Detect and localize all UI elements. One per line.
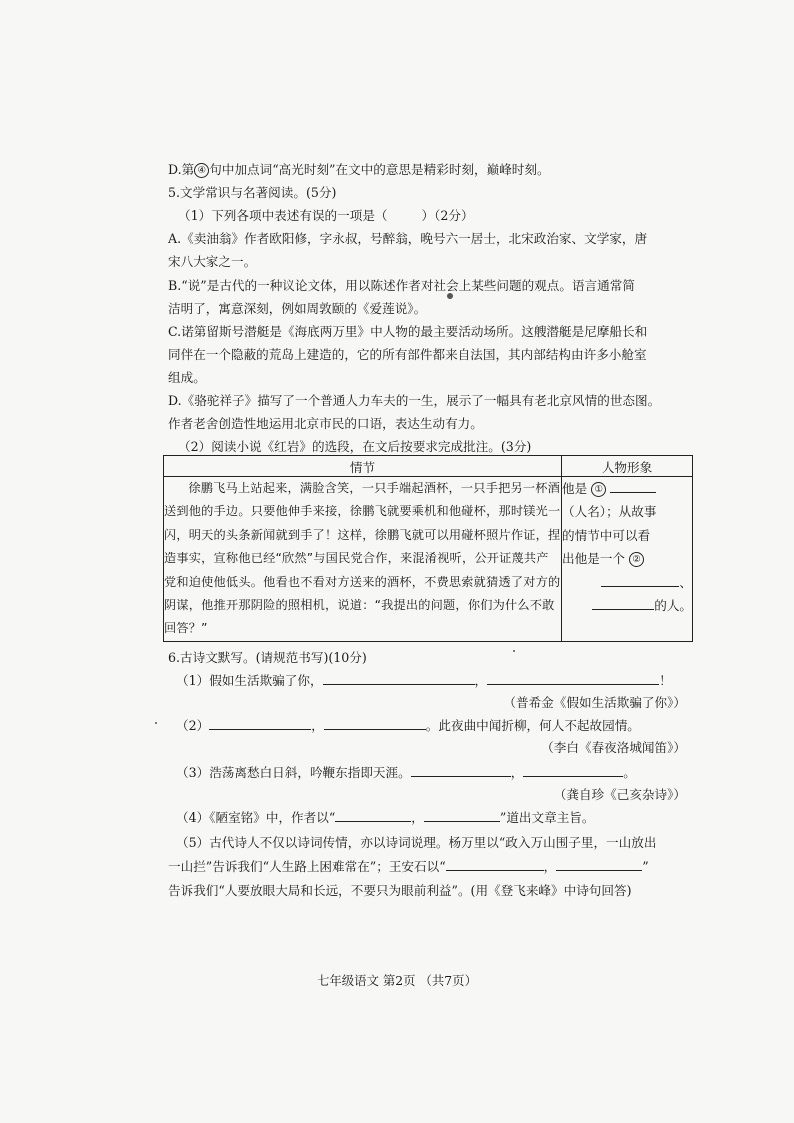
option-c-line2: 同伴在一个隐蔽的荒岛上建造的，它的所有部件都来自法国，其内部结构由许多小舱室 (168, 347, 647, 362)
header-plot: 情节 (164, 456, 562, 477)
text: D.第 (168, 162, 195, 177)
q6-3 (176, 764, 706, 781)
answer-blank[interactable] (323, 672, 475, 685)
option-b-line1: B.“说”是古代的一种议论文体，用以陈述作者对社会上某些问题的观点。语言通常简 (168, 278, 635, 293)
circled-number: ④ (194, 163, 209, 178)
q6-5-line3: 告诉我们“人要放眼大局和长远，不要只为眼前利益”。(用《登飞来峰》中诗句回答) (168, 883, 632, 898)
answer-blank-name[interactable] (610, 480, 656, 493)
text: 一山拦”告诉我们“人生路上困难常在”；王安石以“ (168, 859, 446, 874)
char-line-3: 的情节中可以看 (562, 527, 651, 543)
text: ， (311, 718, 324, 733)
answer-blank[interactable] (487, 672, 659, 685)
char-line-6 (562, 594, 692, 617)
answer-blank-trait1[interactable] (601, 574, 679, 587)
text: ， (474, 673, 488, 688)
speck (513, 650, 515, 652)
answer-blank[interactable] (424, 809, 500, 822)
circled-number: ② (629, 552, 644, 567)
speck (155, 722, 157, 724)
answer-blank[interactable] (523, 764, 623, 777)
text: ”道出文章主旨。 (499, 810, 595, 825)
q6-2 (176, 717, 706, 734)
q6-4 (176, 809, 706, 826)
ink-mark (447, 293, 453, 299)
page-footer: 七年级语文 第2页 （共7页） (317, 973, 477, 988)
q6-3-source: （龚自珍《己亥杂诗》） (553, 787, 686, 802)
answer-blank-trait2[interactable] (592, 597, 654, 610)
answer-blank[interactable] (556, 858, 642, 871)
text: （2） (176, 718, 210, 733)
text: （1）假如生活欺骗了你， (176, 673, 323, 688)
q6-5-line1: （5）古代诗人不仅以诗词传情，亦以诗词说理。杨万里以“政入万山围子里，一山放出 (176, 835, 657, 850)
option-a-line2: 宋八大家之一。 (168, 254, 257, 269)
text: 、 (679, 574, 692, 590)
option-a-line1: A.《卖油翁》作者欧阳修，字永叔，号醉翁，晚号六一居士，北宋政治家、文学家，唐 (168, 231, 648, 246)
option-c-line3: 组成。 (168, 370, 206, 385)
option-d-line2: 作者老舍创造性地运用北京市民的口语，表达生动有力。 (168, 416, 483, 431)
text: 句中加点词“高光时刻”在文中的意思是精彩时刻，巅峰时刻。 (209, 162, 550, 177)
question-5-1 (178, 207, 708, 224)
novel-excerpt: 徐鹏飞马上站起来，满脸含笑，一只手端起酒杯，一只手把另一杯酒送到他的手边。只要他伸手来接，徐鹏飞就要乘机和他碰杯，那时镁光一闪，明天的头条新闻就到手了！这样，徐鹏飞就可以用碰杯照片作证，捏造事实，宣称他已经“欣然”与国民党合作，来混淆视听，公开证蔑共产党和迫使他低头。他看也不看对方送来的酒杯，不费思索就猜透了对方的阴谋，他推开那阴险的照相机，说道：“我提出的问题，你们为什么不敢回答？” (164, 477, 562, 642)
q6-5-line2 (168, 858, 698, 875)
text: ， (411, 810, 424, 825)
text: ， (510, 765, 524, 780)
text: ）（2分） (421, 208, 474, 223)
text: （3）浩荡离愁白日斜，吟鞭东指即天涯。 (176, 765, 411, 780)
question-6-title: 6.古诗文默写。(请规范书写)(10分) (168, 650, 367, 665)
answer-blank[interactable] (446, 858, 544, 871)
header-character: 人物形象 (562, 456, 693, 477)
text: ， (543, 859, 557, 874)
char-line-1 (562, 477, 692, 500)
text: ！ (659, 673, 672, 688)
char-line-2: （人名）；从故事 (562, 504, 657, 520)
q6-2-source: （李白《春夜洛城闻笛》） (541, 740, 686, 755)
answer-blank[interactable] (411, 764, 511, 777)
text: （4）《陋室铭》中，作者以“ (176, 810, 336, 825)
text: （1）下列各项中表述有误的一项是（ (178, 208, 388, 223)
character-answer-cell (562, 477, 693, 642)
option-d-q4 (168, 161, 698, 178)
text: 他是 (562, 481, 588, 496)
text: 。 (623, 765, 636, 780)
option-d-line1: D.《骆驼祥子》描写了一个普通人力车夫的一生，展示了一幅具有老北京风情的世态图。 (168, 393, 661, 408)
text: 。此夜曲中闻折柳，何人不起故园情。 (425, 718, 640, 733)
text: 的人。 (654, 598, 692, 614)
answer-blank[interactable] (335, 809, 411, 822)
question-5-title: 5.文学常识与名著阅读。(5分) (168, 185, 337, 200)
question-5-2: （2）阅读小说《红岩》的选段，在文后按要求完成批注。(3分) (178, 439, 532, 454)
answer-blank[interactable] (209, 717, 311, 730)
text: 出他是一个 (562, 551, 625, 567)
text: ” (642, 859, 649, 874)
annotation-table (163, 455, 693, 642)
option-c-line1: C.诺第留斯号潜艇是《海底两万里》中人物的最主要活动场所。这艘潜艇是尼摩船长和 (168, 324, 648, 339)
option-b-line2: 洁明了，寓意深刻，例如周敦颐的《爱莲说》。 (168, 301, 427, 316)
char-line-4 (562, 547, 692, 570)
answer-blank[interactable] (324, 717, 426, 730)
q6-1-source: （普希金《假如生活欺骗了你》） (503, 695, 686, 710)
char-line-5 (562, 571, 692, 594)
q6-1 (176, 672, 706, 689)
circled-number: ① (591, 482, 606, 497)
